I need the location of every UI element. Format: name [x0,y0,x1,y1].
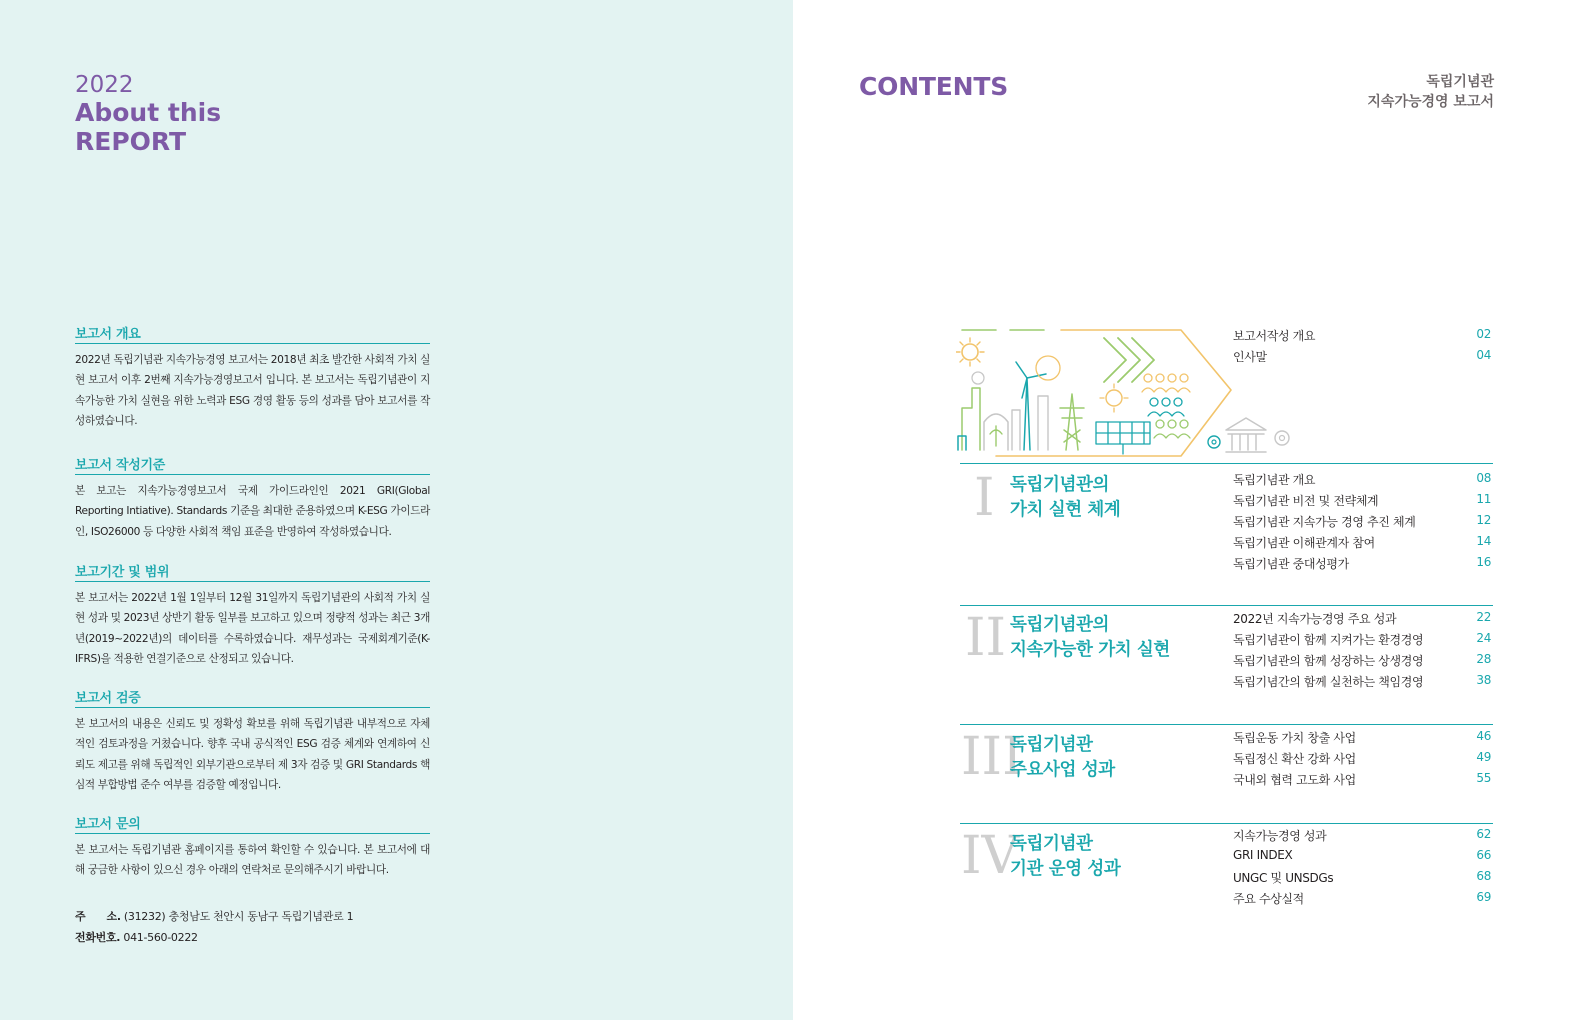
toc-item-page: 55 [1476,771,1491,785]
chapter-title-line2: 지속가능한 가치 실현 [1010,640,1170,660]
toc-item-title: 독립기념관이 함께 지켜가는 환경경영 [1233,633,1424,647]
toc-item-page: 22 [1476,610,1491,624]
chapter-title [1010,832,1120,882]
section-title: 보고서 개요 [75,323,430,344]
toc-item-page: 24 [1476,631,1491,645]
toc-item-title: 독립기념관의 함께 성장하는 상생경영 [1233,654,1424,668]
toc-item-page: 08 [1476,471,1491,485]
report-label-line1: 독립기념관 [1426,74,1494,90]
toc-item-page: 68 [1476,869,1491,883]
section-title: 보고서 작성기준 [75,454,430,475]
toc-item-page: 66 [1476,848,1491,862]
toc-item-title: 2022년 지속가능경영 주요 성과 [1233,612,1397,626]
address-value: (31232) 충청남도 천안시 동남구 독립기념관로 1 [123,910,354,923]
sun-icon [962,344,978,360]
toc-item-page: 02 [1476,327,1491,341]
toc-item-page: 49 [1476,750,1491,764]
phone-label: 전화번호. [75,931,121,944]
section-period-scope [75,561,430,669]
toc-item-page: 69 [1476,890,1491,904]
chapter-title-line1: 독립기념관의 [1010,615,1110,635]
about-header [75,72,221,156]
chapter-numeral: IV [961,826,1020,886]
chapter-title [1010,613,1170,663]
chapter-title [1010,473,1120,523]
phone-line [75,927,353,948]
address-line [75,906,353,927]
about-title-line2: REPORT [75,127,187,156]
chapter-numeral: II [965,608,1007,668]
about-title-line1: About this [75,98,222,127]
section-inquiry [75,813,430,881]
toc-item-title: 독립기념관 비전 및 전략체계 [1233,494,1379,508]
section-title: 보고기간 및 범위 [75,561,430,582]
chapter-divider [960,605,1493,606]
contents-title: CONTENTS [859,72,1009,101]
toc-item-page: 28 [1476,652,1491,666]
chapter-title-line1: 독립기념관의 [1010,475,1110,495]
toc-item-page: 11 [1476,492,1491,506]
toc-item-title: 독립정신 확산 강화 사업 [1233,752,1356,766]
toc-item-page: 46 [1476,729,1491,743]
toc-item-title: 주요 수상실적 [1233,892,1304,906]
toc-item-page: 14 [1476,534,1491,548]
toc-item-title: 독립운동 가치 창출 사업 [1233,731,1356,745]
section-criteria [75,454,430,542]
section-verification [75,687,430,795]
toc-item-title: 독립기념간의 함께 실천하는 책임경영 [1233,675,1424,689]
report-year: 2022 [75,72,134,98]
toc-item-page: 62 [1476,827,1491,841]
toc-item-title: 지속가능경영 성과 [1233,829,1327,843]
chapter-title-line1: 독립기념관 [1010,735,1093,755]
chapter-title-line2: 가치 실현 체계 [1010,500,1121,520]
gear-icon [1275,431,1289,445]
chapter-divider [960,823,1493,824]
section-body: 본 보고서는 독립기념관 홈페이지를 통하여 확인할 수 있습니다. 본 보고서에 대해 궁금한 사항이 있으신 경우 아래의 연락처로 문의해주시기 바랍니다. [75,844,430,877]
about-report-page [0,0,793,1020]
chapter-numeral: I [974,468,995,528]
chapter-numeral: III [961,727,1023,787]
toc-item-page: 04 [1476,348,1491,362]
toc-item-title: 독립기념관 이해관계자 참여 [1233,536,1375,550]
section-body: 2022년 독립기념관 지속가능경영 보고서는 2018년 최초 발간한 사회적 가치 실현 보고서 이후 2번째 지속가능경영보고서 입니다. 본 보고서는 독립기념관이 지속가능한 가치 실현을 위한 노력과 ESG 경영 활동 등의 성과를 담아 보고서를 작성하였습니다. [75,354,431,427]
toc-item-page: 38 [1476,673,1491,687]
address-label: 주 소. [75,910,121,923]
section-body: 본 보고는 지속가능경영보고서 국제 가이드라인인 2021 GRI(Global Reporting Intiative). Standards 기준을 최대한 준용하였으며 K-ESG 가이드라인, ISO26000 등 다양한 사회적 책임 표준을 반영하여 작성하였습니다. [75,485,430,538]
section-overview [75,323,430,431]
toc-item-title: UNGC 및 UNSDGs [1233,871,1334,885]
phone-value: 041-560-0222 [123,931,198,944]
museum-icon [1226,418,1266,452]
toc-item-page: 12 [1476,513,1491,527]
toc-item-title: 국내외 협력 고도화 사업 [1233,773,1356,787]
report-label-line2: 지속가능경영 보고서 [1367,94,1494,110]
chapter-title-line2: 주요사업 성과 [1010,760,1115,780]
chapter-divider [960,724,1493,725]
chapter-title-line1: 독립기념관 [1010,834,1093,854]
toc-item-title: 독립기념관 중대성평가 [1233,557,1349,571]
report-label [1367,72,1494,112]
contents-page [793,0,1587,1020]
contact-info [75,906,353,948]
toc-item-title: 독립기념관 지속가능 경영 추진 체계 [1233,515,1416,529]
toc-item-title: 보고서작성 개요 [1233,329,1316,343]
toc-item-title: GRI INDEX [1233,848,1293,862]
section-body: 본 보고서의 내용은 신뢰도 및 정확성 확보를 위해 독립기념관 내부적으로 자체적인 검토과정을 거쳤습니다. 향후 국내 공식적인 ESG 검증 체계와 연계하여 신뢰도 제고를 위해 독립적인 외부기관으로부터 제 3자 검증 및 GRI Standards 핵심적 부합방법 준수 여부를 검증할 예정입니다. [75,718,430,791]
chapter-title-line2: 기관 운영 성과 [1010,859,1121,879]
toc-item-title: 독립기념관 개요 [1233,473,1316,487]
gear-icon [1208,436,1220,448]
chapter-title [1010,733,1115,783]
toc-item-page: 16 [1476,555,1491,569]
toc-item-title: 인사말 [1233,350,1267,364]
section-title: 보고서 문의 [75,813,430,834]
chapter-divider [960,463,1493,464]
section-body: 본 보고서는 2022년 1월 1일부터 12월 31일까지 독립기념관의 사회적 가치 실현 성과 및 2023년 상반기 활동 일부를 보고하고 있으며 정량적 성과는 최근 3개년(2019~2022년)의 데이터를 수록하였습니다. 재무성과는 국제회계기준(K-IFRS)을 적용한 연결기준으로 산정되고 있습니다. [75,592,430,665]
section-title: 보고서 검증 [75,687,430,708]
